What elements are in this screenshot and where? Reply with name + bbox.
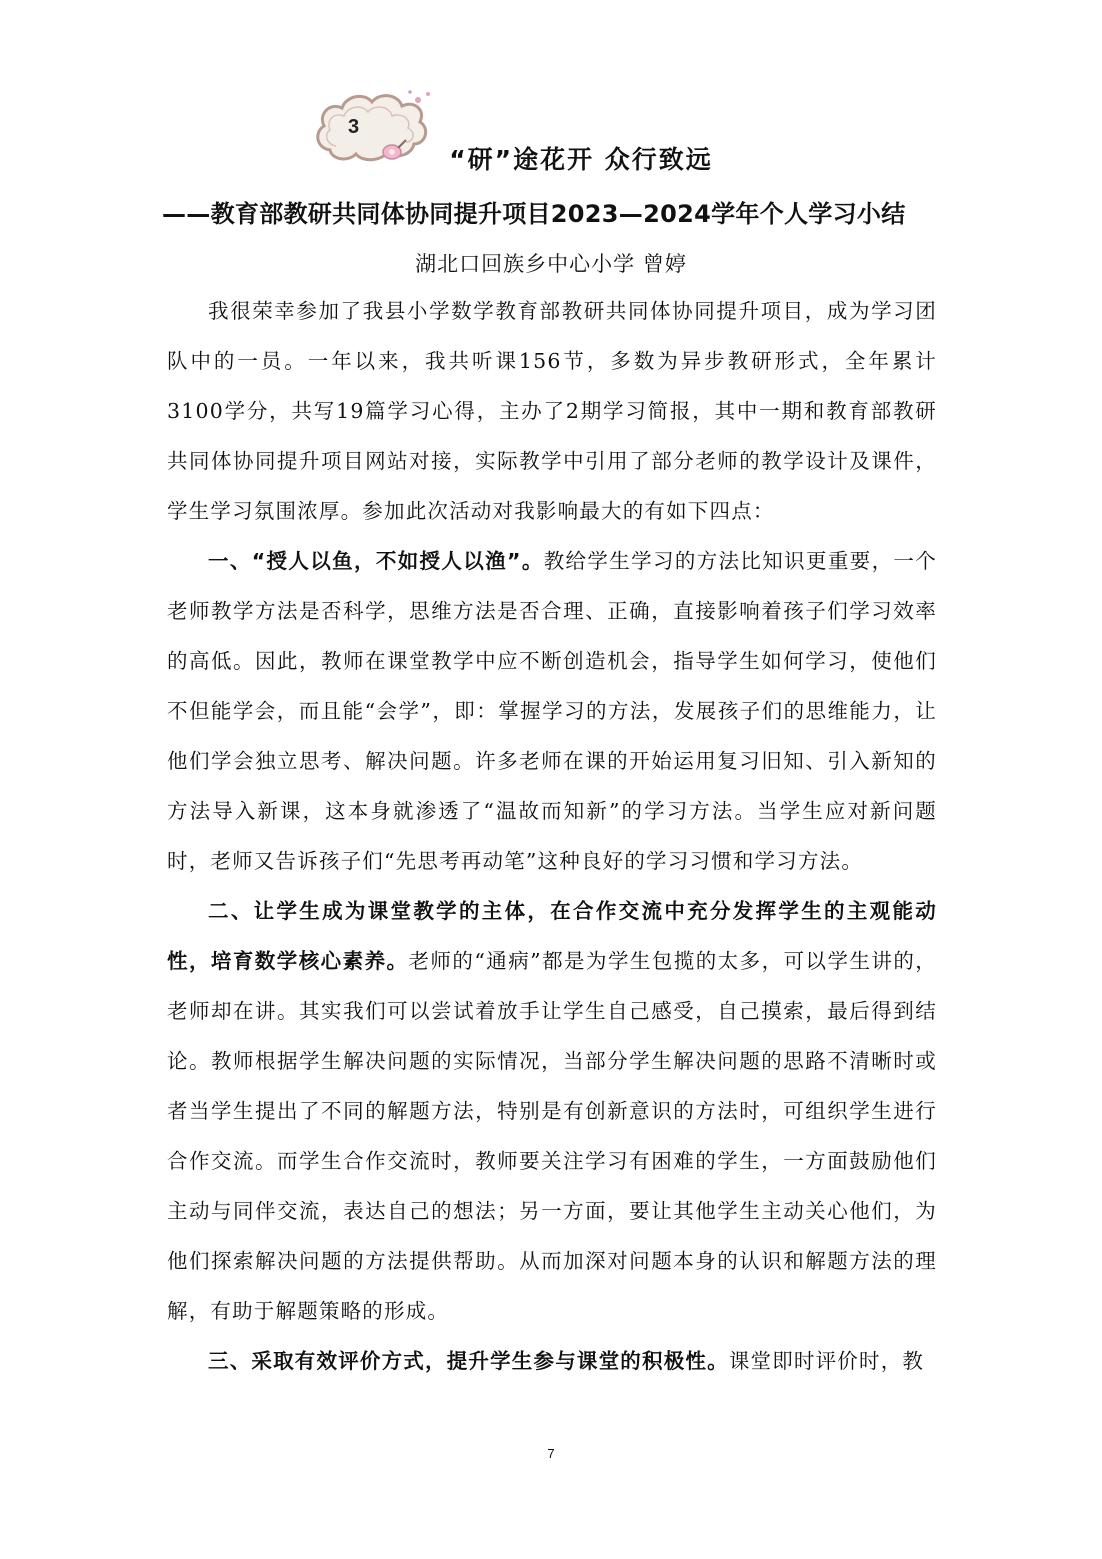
paragraph-point-2	[167, 886, 937, 1336]
page-number: 7	[547, 1446, 555, 1461]
page-subtitle: ——教育部教研共同体协同提升项目2023—2024学年个人学习小结	[162, 200, 906, 228]
paragraph-lead: 二、让学生成为课堂教学的主体，在合作交流中充分发挥学生的主观能动性，培育数学核心素养。	[167, 899, 937, 973]
author-line: 湖北口回族乡中心小学 曾婷	[415, 252, 687, 276]
paragraph-lead: 三、采取有效评价方式，提升学生参与课堂的积极性。	[208, 1349, 729, 1373]
paragraph-text: 老师的“通病”都是为学生包揽的太多，可以学生讲的，老师却在讲。其实我们可以尝试着放手让学生自己感受，自己摸索，最后得到结论。教师根据学生解决问题的实际情况，当部分学生解决问题的思路不清晰时或者当学生提出了不同的解题方法，特别是有创新意识的方法时，可组织学生进行合作交流。而学生合作交流时，教师要关注学习有困难的学生，一方面鼓励他们主动与同伴交流，表达自己的想法；另一方面，要让其他学生主动关心他们，为他们探索解决问题的方法提供帮助。从而加深对问题本身的认识和解题方法的理解，有助于解题策略的形成。	[167, 949, 937, 1323]
paragraph-point-3	[167, 1336, 937, 1386]
paragraph-lead: 一、“授人以鱼，不如授人以渔”。	[208, 549, 544, 573]
paragraph-text: 我很荣幸参加了我县小学数学教育部教研共同体协同提升项目，成为学习团队中的一员。一年以来，我共听课156节，多数为异步教研形式，全年累计3100学分，共写19篇学习心得，主办了2期学习简报，其中一期和教育部教研共同体协同提升项目网站对接，实际教学中引用了部分老师的教学设计及课件，学生学习氛围浓厚。参加此次活动对我影响最大的有如下四点：	[167, 299, 937, 523]
paragraph-text: 教给学生学习的方法比知识更重要，一个老师教学方法是否科学，思维方法是否合理、正确，直接影响着孩子们学习效率的高低。因此，教师在课堂教学中应不断创造机会，指导学生如何学习，使他们不但能学会，而且能“会学”，即：掌握学习的方法，发展孩子们的思维能力，让他们学会独立思考、解决问题。许多老师在课的开始运用复习旧知、引入新知的方法导入新课，这本身就渗透了“温故而知新”的学习方法。当学生应对新问题时，老师又告诉孩子们“先思考再动笔”这种良好的学习习惯和学习方法。	[167, 549, 937, 873]
article-body	[167, 286, 937, 1386]
paragraph-text: 课堂即时评价时，教	[728, 1349, 925, 1373]
page-title: “研”途花开 众行致远	[449, 145, 713, 174]
paragraph-intro	[167, 286, 937, 536]
badge-number: 3	[348, 116, 360, 138]
paragraph-point-1	[167, 536, 937, 886]
